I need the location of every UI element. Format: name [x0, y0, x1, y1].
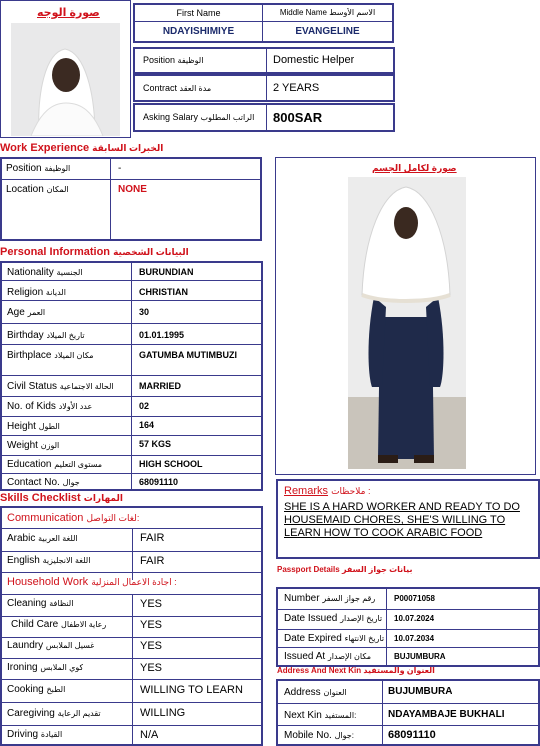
laundry-value: YES: [140, 640, 163, 652]
remarks-text: SHE IS A HARD WORKER AND READY TO DO HOUSEMAID CHORES, SHE'S WILLING TO LEARN HOW TO COOK ARABIC FOOD: [284, 501, 520, 539]
next-kin-value: NDAYAMBAJE BUKHALI: [388, 709, 505, 720]
salary-row: [133, 103, 395, 132]
contract-label-ar: مدة العقد: [179, 84, 212, 93]
education-label: Education مستوى التعليم: [7, 459, 103, 470]
we-location-label: Location: [6, 184, 44, 195]
salary-value: 800SAR: [273, 110, 323, 125]
face-photo-label: صورة الوجه: [37, 7, 100, 19]
passport-number-label: Number رقم جواز السفر: [284, 593, 376, 604]
birthday-label: Birthday تاريخ الميلاد: [7, 330, 85, 341]
contract-label: Contract: [143, 83, 178, 93]
position-label: Position: [143, 55, 176, 65]
work-experience-table: [0, 157, 262, 241]
full-body-photo: [348, 177, 466, 469]
birthday-value: 01.01.1995: [139, 330, 185, 340]
birthplace-label: Birthplace مكان الميلاد: [7, 350, 94, 361]
arabic-value: FAIR: [140, 532, 165, 544]
civil-status-value: MARRIED: [139, 381, 181, 391]
position-row: [133, 47, 395, 74]
passport-table: [276, 587, 540, 667]
personal-info-table: [0, 261, 263, 491]
contact-value: 68091110: [139, 477, 179, 487]
position-label-ar: الوظيفة: [177, 56, 204, 65]
full-photo-label: صورة لكامل الجسم: [372, 163, 457, 173]
middle-name-value: EVANGELINE: [295, 26, 360, 37]
driving-label: Driving القيادة: [7, 729, 63, 740]
household-label: Household Work اجادة الاعمال المنزلية :: [7, 576, 177, 588]
date-expired-value: 10.07.2034: [394, 634, 435, 643]
cooking-label: Cooking الطبخ: [7, 684, 66, 695]
mobile-value: 68091110: [388, 729, 436, 741]
age-value: 30: [139, 307, 150, 317]
position-value: Domestic Helper: [273, 54, 355, 66]
child-care-value: YES: [140, 619, 163, 631]
caregiving-value: WILLING: [140, 707, 186, 719]
contract-value: 2 YEARS: [273, 82, 320, 94]
contact-label: Contact No. جوال: [7, 477, 80, 488]
communication-label: Communication لغات التواصل:: [7, 512, 140, 524]
remarks-label: Remarks ملاحظات :: [284, 485, 371, 497]
driving-value: N/A: [140, 729, 159, 741]
education-value: HIGH SCHOOL: [139, 459, 203, 469]
skills-table: [0, 506, 263, 746]
cooking-value: WILLING TO LEARN: [140, 684, 243, 696]
english-label: English اللغة الانجليزية: [7, 555, 91, 566]
skills-title: Skills Checklist المهارات: [0, 492, 123, 504]
height-label: Height الطول: [7, 421, 60, 432]
address-label: Address العنوان: [284, 687, 347, 698]
face-photo: [11, 23, 120, 136]
height-value: 164: [139, 420, 155, 430]
we-location-value: NONE: [118, 184, 147, 195]
address-title: Address And Next Kin العنوان والمستفيد: [277, 666, 435, 675]
nationality-label: Nationality الجنسية: [7, 267, 83, 278]
weight-label: Weight الوزن: [7, 440, 60, 451]
birthplace-value: GATUMBA MUTIMBUZI: [139, 350, 237, 360]
contract-row: [133, 74, 395, 102]
issued-at-label: Issued At مكان الإصدار: [284, 651, 372, 662]
cleaning-label: Cleaning النظافة: [7, 598, 74, 609]
passport-title: Passport Details بيانات جواز السفر: [277, 565, 413, 574]
weight-value: 57 KGS: [139, 439, 172, 449]
date-issued-label: Date Issued تاريخ الإصدار: [284, 613, 383, 624]
next-kin-label: Next Kin المستفيد:: [284, 710, 357, 721]
personal-info-title: Personal Information البيانات الشخصية: [0, 246, 189, 258]
mobile-label: Mobile No. جوال:: [284, 730, 354, 741]
laundry-label: Laundry غسيل الملابس: [7, 640, 95, 651]
english-value: FAIR: [140, 555, 165, 567]
we-position-label-ar: الوظيفة: [44, 164, 71, 173]
we-position-label: Position: [6, 163, 42, 174]
date-issued-value: 10.07.2024: [394, 614, 435, 623]
child-care-label: Child Care رعاية الاطفال: [11, 619, 107, 630]
ironing-label: Ironing كوي الملابس: [7, 662, 84, 673]
ironing-value: YES: [140, 662, 163, 674]
salary-label-ar: الراتب المطلوب: [200, 113, 255, 122]
salary-label: Asking Salary: [143, 112, 199, 122]
address-table: [276, 679, 540, 746]
work-experience-title: Work Experience الخبرات السابقة: [0, 142, 164, 154]
passport-number-value: P00071058: [394, 594, 435, 603]
arabic-label: Arabic اللغة العربية: [7, 533, 78, 544]
religion-label: Religion الديانة: [7, 287, 66, 298]
we-position-value: -: [118, 163, 122, 174]
full-photo-frame: [275, 157, 536, 475]
date-expired-label: Date Expired تاريخ الانتهاء: [284, 633, 385, 644]
first-name-label: First Name: [176, 8, 221, 18]
address-value: BUJUMBURA: [388, 686, 453, 697]
age-label: Age العمر: [7, 307, 46, 318]
cleaning-value: YES: [140, 598, 163, 610]
kids-value: 02: [139, 401, 150, 411]
religion-value: CHRISTIAN: [139, 287, 188, 297]
kids-label: No. of Kids عدد الأولاد: [7, 401, 93, 412]
we-location-label-ar: المكان: [46, 185, 69, 194]
face-photo-frame: [0, 0, 131, 138]
remarks-box: [276, 479, 540, 559]
nationality-value: BURUNDIAN: [139, 267, 194, 277]
first-name-value: NDAYISHIMIYE: [162, 26, 235, 37]
civil-status-label: Civil Status الحالة الاجتماعية: [7, 381, 114, 392]
issued-at-value: BUJUMBURA: [394, 652, 446, 661]
middle-name-label: Middle Name الاسم الأوسط: [279, 8, 376, 17]
name-box: [133, 3, 394, 43]
caregiving-label: Caregiving تقديم الرعاية: [7, 708, 101, 719]
